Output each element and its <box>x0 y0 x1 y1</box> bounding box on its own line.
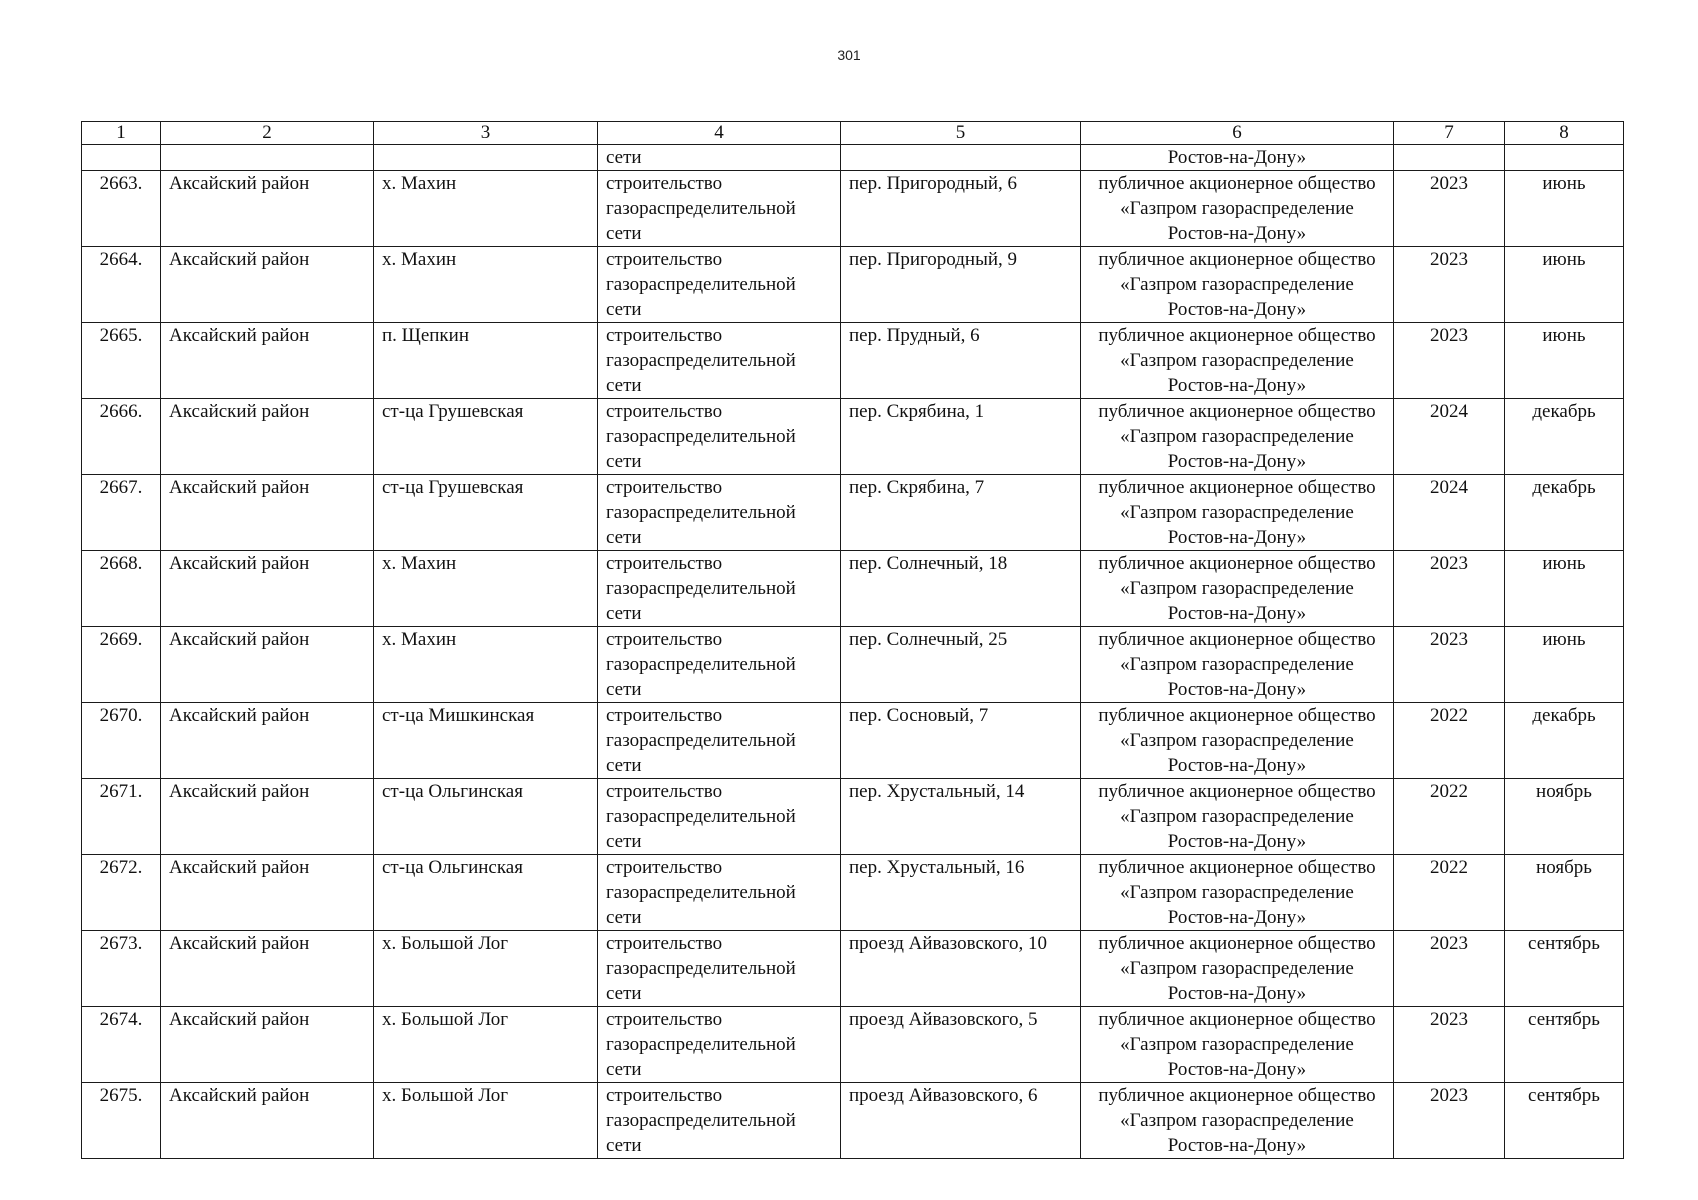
cell-district: Аксайский район <box>161 931 374 1007</box>
cell-district: Аксайский район <box>161 1007 374 1083</box>
table-row <box>82 627 1624 703</box>
cell-month: июнь <box>1505 323 1624 399</box>
cell-work: строительство газораспределительной сети <box>598 931 841 1007</box>
cell-year: 2022 <box>1394 703 1505 779</box>
table-row <box>82 931 1624 1007</box>
cell-month: ноябрь <box>1505 855 1624 931</box>
cell-org: публичное акционерное общество «Газпром газораспределение Ростов-на-Дону» <box>1081 399 1394 475</box>
cell-district: Аксайский район <box>161 703 374 779</box>
table-row <box>82 247 1624 323</box>
cell-year: 2023 <box>1394 323 1505 399</box>
cell-month: июнь <box>1505 627 1624 703</box>
cell-org: публичное акционерное общество «Газпром газораспределение Ростов-на-Дону» <box>1081 551 1394 627</box>
cell-org: публичное акционерное общество «Газпром газораспределение Ростов-на-Дону» <box>1081 1083 1394 1159</box>
cell-work: сети <box>598 145 841 171</box>
cell-address: пер. Скрябина, 1 <box>841 399 1081 475</box>
cell-org: публичное акционерное общество «Газпром газораспределение Ростов-на-Дону» <box>1081 475 1394 551</box>
cell-address: пер. Прудный, 6 <box>841 323 1081 399</box>
cell-org: публичное акционерное общество «Газпром газораспределение Ростов-на-Дону» <box>1081 703 1394 779</box>
cell-org: публичное акционерное общество «Газпром газораспределение Ростов-на-Дону» <box>1081 323 1394 399</box>
cell-num: 2670. <box>82 703 161 779</box>
cell-address: пер. Сосновый, 7 <box>841 703 1081 779</box>
cell-year: 2024 <box>1394 399 1505 475</box>
cell-locality: х. Большой Лог <box>374 931 598 1007</box>
cell-district: Аксайский район <box>161 323 374 399</box>
cell-work: строительство газораспределительной сети <box>598 399 841 475</box>
column-header: 7 <box>1394 122 1505 145</box>
cell-locality: х. Махин <box>374 627 598 703</box>
cell-district: Аксайский район <box>161 627 374 703</box>
cell-locality: х. Махин <box>374 551 598 627</box>
cell-month: июнь <box>1505 247 1624 323</box>
page-number: 301 <box>837 47 861 63</box>
cell-address <box>841 145 1081 171</box>
cell-org: публичное акционерное общество «Газпром газораспределение Ростов-на-Дону» <box>1081 779 1394 855</box>
cell-work: строительство газораспределительной сети <box>598 1007 841 1083</box>
cell-district <box>161 145 374 171</box>
cell-locality: ст-ца Грушевская <box>374 475 598 551</box>
cell-year: 2024 <box>1394 475 1505 551</box>
cell-num: 2671. <box>82 779 161 855</box>
cell-year: 2023 <box>1394 1007 1505 1083</box>
cell-address: пер. Хрустальный, 16 <box>841 855 1081 931</box>
cell-locality: ст-ца Грушевская <box>374 399 598 475</box>
cell-locality: ст-ца Мишкинская <box>374 703 598 779</box>
cell-month: ноябрь <box>1505 779 1624 855</box>
cell-year: 2023 <box>1394 627 1505 703</box>
cell-num: 2673. <box>82 931 161 1007</box>
column-number-row <box>82 122 1624 145</box>
cell-month: сентябрь <box>1505 931 1624 1007</box>
cell-locality: ст-ца Ольгинская <box>374 855 598 931</box>
table-row <box>82 475 1624 551</box>
cell-num <box>82 145 161 171</box>
table-row <box>82 779 1624 855</box>
cell-num: 2674. <box>82 1007 161 1083</box>
cell-month: декабрь <box>1505 399 1624 475</box>
cell-org: публичное акционерное общество «Газпром газораспределение Ростов-на-Дону» <box>1081 931 1394 1007</box>
table-row <box>82 855 1624 931</box>
cell-locality: п. Щепкин <box>374 323 598 399</box>
cell-locality: х. Махин <box>374 171 598 247</box>
cell-address: пер. Хрустальный, 14 <box>841 779 1081 855</box>
cell-district: Аксайский район <box>161 475 374 551</box>
table-row <box>82 399 1624 475</box>
cell-work: строительство газораспределительной сети <box>598 551 841 627</box>
table-row <box>82 551 1624 627</box>
cell-district: Аксайский район <box>161 855 374 931</box>
continuation-row <box>82 145 1624 171</box>
cell-year: 2023 <box>1394 247 1505 323</box>
column-header: 2 <box>161 122 374 145</box>
cell-address: проезд Айвазовского, 10 <box>841 931 1081 1007</box>
cell-district: Аксайский район <box>161 779 374 855</box>
cell-district: Аксайский район <box>161 399 374 475</box>
cell-year: 2022 <box>1394 779 1505 855</box>
table-row <box>82 1083 1624 1159</box>
column-header: 4 <box>598 122 841 145</box>
cell-work: строительство газораспределительной сети <box>598 1083 841 1159</box>
cell-month <box>1505 145 1624 171</box>
cell-num: 2668. <box>82 551 161 627</box>
table-row <box>82 323 1624 399</box>
cell-org: публичное акционерное общество «Газпром газораспределение Ростов-на-Дону» <box>1081 171 1394 247</box>
table-row <box>82 703 1624 779</box>
cell-address: проезд Айвазовского, 6 <box>841 1083 1081 1159</box>
cell-district: Аксайский район <box>161 1083 374 1159</box>
cell-locality: х. Большой Лог <box>374 1083 598 1159</box>
cell-address: пер. Солнечный, 25 <box>841 627 1081 703</box>
cell-work: строительство газораспределительной сети <box>598 171 841 247</box>
cell-org: публичное акционерное общество «Газпром газораспределение Ростов-на-Дону» <box>1081 855 1394 931</box>
cell-year: 2023 <box>1394 171 1505 247</box>
table-row <box>82 171 1624 247</box>
cell-work: строительство газораспределительной сети <box>598 475 841 551</box>
cell-year: 2022 <box>1394 855 1505 931</box>
cell-district: Аксайский район <box>161 247 374 323</box>
cell-num: 2672. <box>82 855 161 931</box>
cell-num: 2664. <box>82 247 161 323</box>
cell-address: пер. Пригородный, 6 <box>841 171 1081 247</box>
cell-locality: ст-ца Ольгинская <box>374 779 598 855</box>
column-header: 6 <box>1081 122 1394 145</box>
cell-num: 2665. <box>82 323 161 399</box>
cell-org: публичное акционерное общество «Газпром газораспределение Ростов-на-Дону» <box>1081 627 1394 703</box>
cell-org: публичное акционерное общество «Газпром газораспределение Ростов-на-Дону» <box>1081 1007 1394 1083</box>
cell-month: декабрь <box>1505 703 1624 779</box>
column-header: 5 <box>841 122 1081 145</box>
registry-table <box>81 121 1624 1159</box>
column-header: 3 <box>374 122 598 145</box>
cell-num: 2663. <box>82 171 161 247</box>
cell-year: 2023 <box>1394 1083 1505 1159</box>
cell-month: декабрь <box>1505 475 1624 551</box>
cell-year: 2023 <box>1394 931 1505 1007</box>
cell-address: пер. Солнечный, 18 <box>841 551 1081 627</box>
cell-num: 2666. <box>82 399 161 475</box>
cell-work: строительство газораспределительной сети <box>598 703 841 779</box>
cell-num: 2667. <box>82 475 161 551</box>
cell-work: строительство газораспределительной сети <box>598 627 841 703</box>
cell-locality <box>374 145 598 171</box>
cell-work: строительство газораспределительной сети <box>598 247 841 323</box>
cell-month: сентябрь <box>1505 1007 1624 1083</box>
cell-work: строительство газораспределительной сети <box>598 779 841 855</box>
cell-year: 2023 <box>1394 551 1505 627</box>
cell-month: июнь <box>1505 551 1624 627</box>
cell-org: Ростов-на-Дону» <box>1081 145 1394 171</box>
column-header: 1 <box>82 122 161 145</box>
column-header: 8 <box>1505 122 1624 145</box>
cell-org: публичное акционерное общество «Газпром газораспределение Ростов-на-Дону» <box>1081 247 1394 323</box>
cell-address: пер. Скрябина, 7 <box>841 475 1081 551</box>
cell-address: пер. Пригородный, 9 <box>841 247 1081 323</box>
cell-month: сентябрь <box>1505 1083 1624 1159</box>
cell-num: 2669. <box>82 627 161 703</box>
cell-district: Аксайский район <box>161 171 374 247</box>
cell-district: Аксайский район <box>161 551 374 627</box>
table-row <box>82 1007 1624 1083</box>
cell-num: 2675. <box>82 1083 161 1159</box>
cell-month: июнь <box>1505 171 1624 247</box>
cell-locality: х. Большой Лог <box>374 1007 598 1083</box>
cell-work: строительство газораспределительной сети <box>598 855 841 931</box>
cell-address: проезд Айвазовского, 5 <box>841 1007 1081 1083</box>
cell-year <box>1394 145 1505 171</box>
cell-work: строительство газораспределительной сети <box>598 323 841 399</box>
cell-locality: х. Махин <box>374 247 598 323</box>
